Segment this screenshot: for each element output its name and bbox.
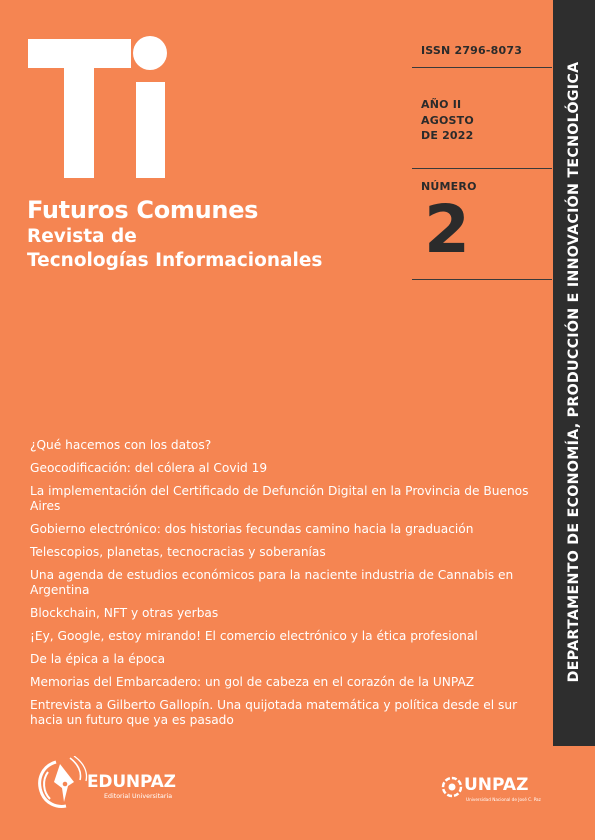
unpaz-name: UNPAZ [464, 775, 529, 795]
number-label: NÚMERO [421, 180, 477, 193]
issue-number: 2 [424, 191, 470, 268]
issue-month: AGOSTO [421, 113, 474, 127]
divider [412, 279, 552, 280]
edunpaz-name: EDUNPAZ [87, 772, 176, 792]
toc-item: Telescopios, planetas, tecnocracias y soberanías [30, 545, 326, 559]
issue-date [421, 97, 474, 144]
toc-item: Gobierno electrónico: dos historias fecundas camino hacia la graduación [30, 522, 474, 536]
unpaz-logo-icon [441, 776, 463, 798]
toc-item: Geocodificación: del cólera al Covid 19 [30, 461, 268, 475]
toc-item: La implementación del Certificado de Defunción Digital en la Provincia de Buenos Aires [30, 484, 529, 513]
toc-item: Blockchain, NFT y otras yerbas [30, 606, 219, 620]
issn: ISSN 2796-8073 [421, 44, 523, 57]
toc-item: Entrevista a Gilberto Gallopín. Una quijotada matemática y política desde el sur hacia un futuro que ya es pasado [30, 698, 518, 727]
divider [412, 168, 552, 169]
journal-subtitle [27, 225, 322, 273]
table-of-contents [30, 438, 530, 736]
issue-year: AÑO II [421, 98, 462, 111]
toc-item: Una agenda de estudios económicos para la naciente industria de Cannabis en Argentina [30, 568, 514, 597]
journal-subtitle-line: Tecnologías Informacionales [27, 250, 323, 271]
toc-item: ¡Ey, Google, estoy mirando! El comercio electrónico y la ética profesional [30, 629, 478, 643]
divider [412, 67, 552, 68]
journal-subtitle-line: Revista de [27, 226, 137, 247]
department-name: DEPARTAMENTO DE ECONOMÍA, PRODUCCIÓN E INNOVACIÓN TECNOLÓGICA [566, 61, 582, 683]
journal-title: Futuros Comunes [27, 196, 259, 224]
unpaz-tagline: Universidad Nacional de José C. Paz [466, 797, 541, 802]
ti-logo [28, 34, 168, 178]
toc-item: De la épica a la época [30, 652, 166, 666]
toc-item: Memorias del Embarcadero: un gol de cabeza en el corazón de la UNPAZ [30, 675, 475, 689]
edunpaz-tagline: Editorial Universitaria [104, 793, 173, 800]
toc-item: ¿Qué hacemos con los datos? [30, 438, 212, 452]
issue-date-year: DE 2022 [421, 129, 474, 142]
